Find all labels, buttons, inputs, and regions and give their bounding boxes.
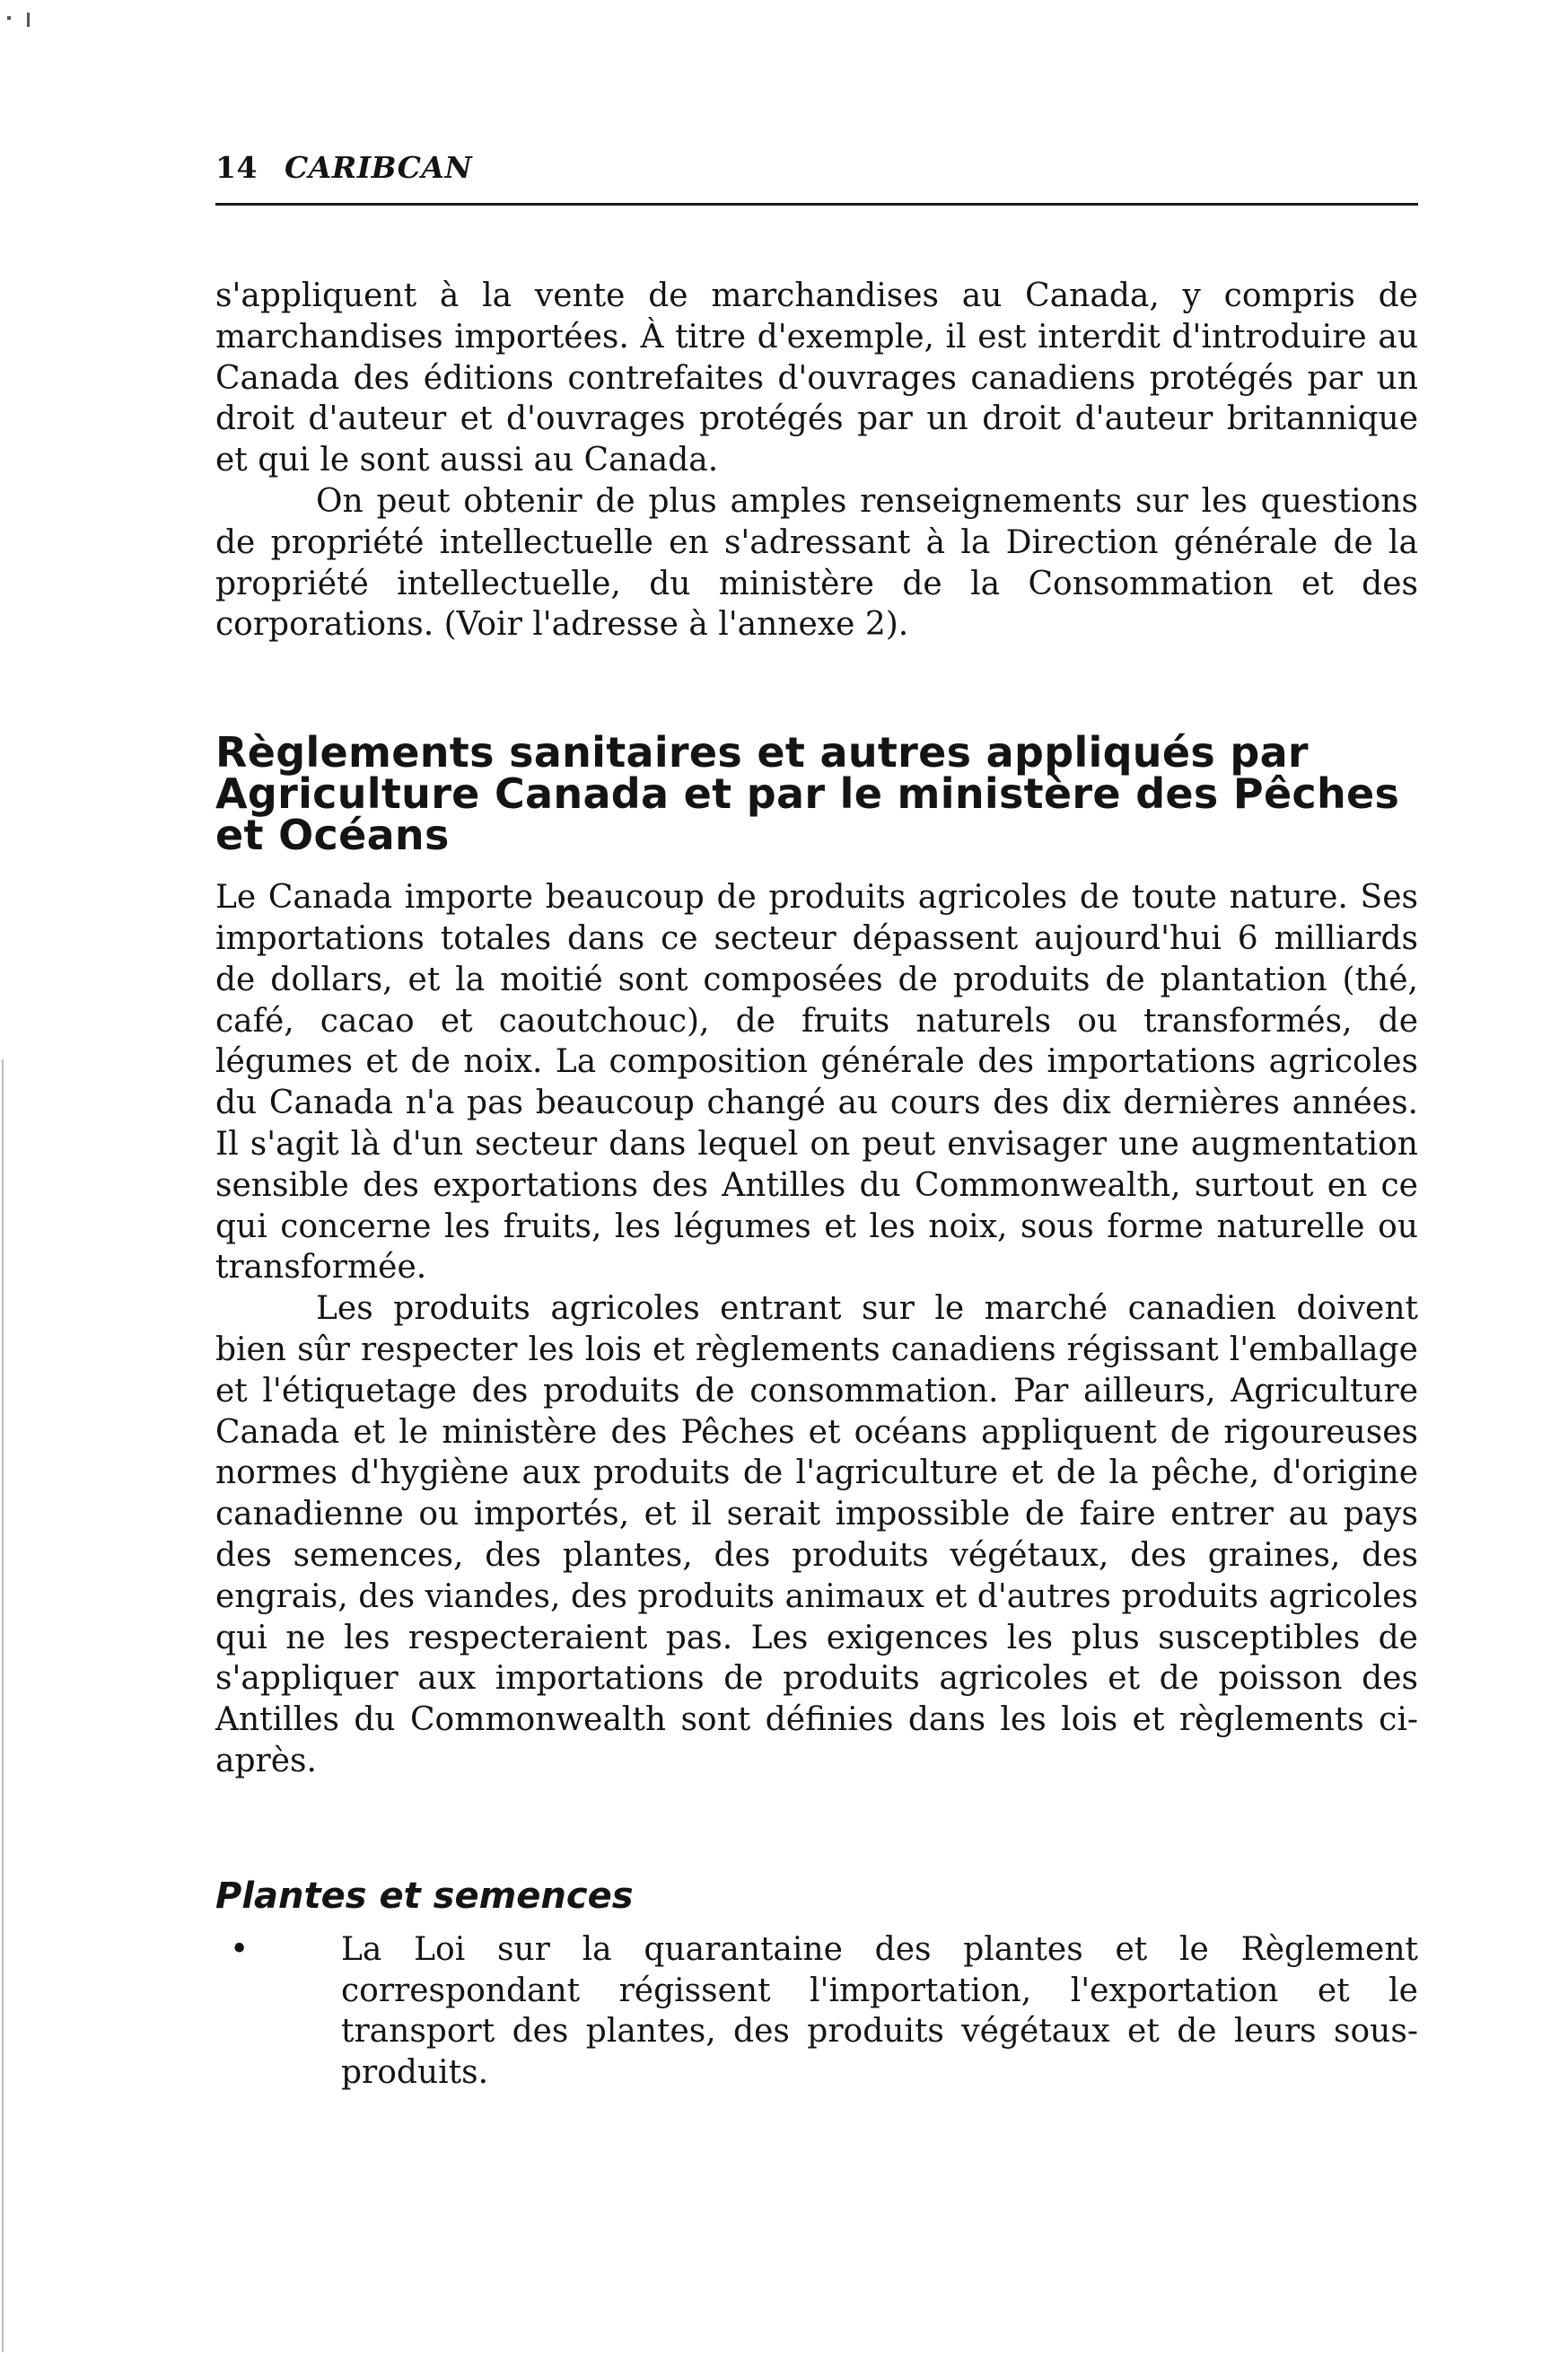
document-page xyxy=(215,135,1418,2094)
list-item xyxy=(215,1929,1418,2094)
paragraph-continuation: s'appliquent à la vente de marchandises au Canada, y compris de marchandises importées. À titre d'exemple, il est interdit d'introduire au Canada des éditions contrefaites d'ouvrages canadiens protégés par un droit d'auteur et d'ouvrages protégés par un droit d'auteur britannique et qui le sont aussi au Canada. xyxy=(215,277,1418,479)
section-heading: Règlements sanitaires et autres appliqués par Agriculture Canada et par le ministère des Pêches et Océans xyxy=(215,728,1400,860)
subsection-heading: Plantes et semences xyxy=(215,1875,634,1917)
scan-artifact xyxy=(7,16,11,20)
bullet-list xyxy=(215,1929,1418,2094)
scan-artifact xyxy=(2,1059,4,2352)
paragraph-regulations: Les produits agricoles entrant sur le marché canadien doivent bien sûr respecter les lois et règlements canadiens régissant l'emballage et l'étiquetage des produits de consommation. Par ailleurs, Agriculture Canada et le ministère des Pêches et océans appliquent de rigoureuses normes d'hygiène aux produits de l'agriculture et de la pêche, d'origine canadienne ou importés, et il serait impossible de faire entrer au pays des semences, des plantes, des produits végétaux, des graines, des engrais, des viandes, des produits animaux et d'autres produits agricoles qui ne les respecteraient pas. Les exigences les plus susceptibles de s'appliquer aux importations de produits agricoles et de poisson des Antilles du Commonwealth sont définies dans les lois et règlements ci-après. xyxy=(215,1290,1418,1779)
running-header xyxy=(215,135,1418,185)
bullet-text: La Loi sur la quarantaine des plantes et le Règlement correspondant régissent l'importation, l'exportation et le transport des plantes, des produits végétaux et de leurs sous-produits. xyxy=(341,1930,1418,2092)
scan-artifact xyxy=(27,13,30,27)
paragraph-agricultural-imports: Le Canada importe beaucoup de produits agricoles de toute nature. Ses importations totales dans ce secteur dépassent aujourd'hui 6 milliards de dollars, et la moitié sont composées de produits de plantation (thé, café, cacao et caoutchouc), de fruits naturels ou transformés, de légumes et de noix. La composition générale des importations agricoles du Canada n'a pas beaucoup changé au cours des dix dernières années. Il s'agit là d'un secteur dans lequel on peut envisager une augmentation sensible des exportations des Antilles du Commonwealth, surtout en ce qui concerne les fruits, les légumes et les noix, sous forme naturelle ou transformée. xyxy=(215,879,1418,1287)
bullet-icon: • xyxy=(230,1930,250,1968)
header-rule xyxy=(215,203,1418,206)
paragraph-intellectual-property: On peut obtenir de plus amples renseignements sur les questions de propriété intellectuelle en s'adressant à la Direction générale de la propriété intellectuelle, du ministère de la Consommation et des corporations. (Voir l'adresse à l'annexe 2). xyxy=(215,482,1418,644)
page-number: 14 xyxy=(215,150,258,185)
running-title: CARIBCAN xyxy=(284,150,473,185)
